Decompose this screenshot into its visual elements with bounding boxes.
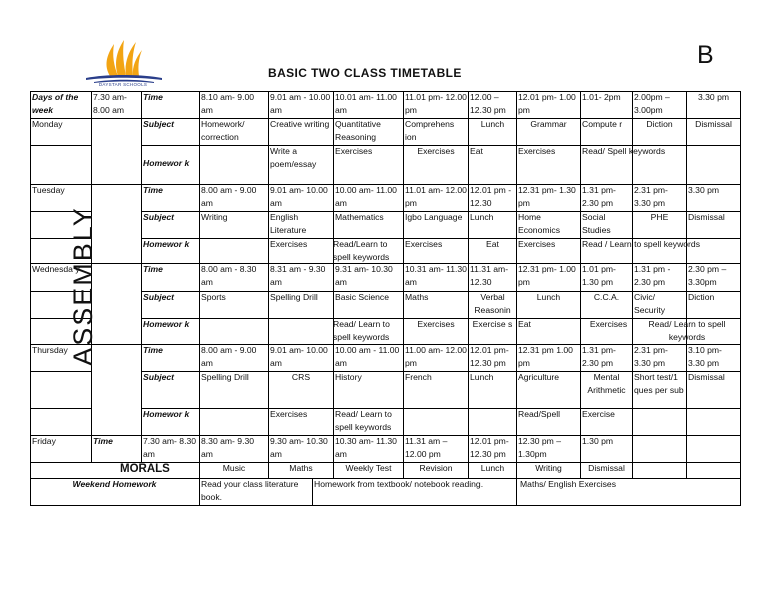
monday-subject-8: Dismissal <box>695 119 732 129</box>
friday-time-4: 12.01 pm- 12.30 pm <box>470 436 509 459</box>
monday-subject-1: Creative writing <box>270 119 330 129</box>
friday-subject-5: Writing <box>535 463 562 473</box>
tuesday-subject-label: Subject <box>143 212 175 222</box>
wednesday-time-3: 10.31 am- 11.30 am <box>405 264 467 287</box>
wednesday-time-4: 11.31 am-12.30 <box>470 264 509 287</box>
friday-subject-3: Revision <box>419 463 453 473</box>
thursday-subject-8: Dismissal <box>688 372 725 382</box>
header-slot-8: 3.30 pm <box>697 92 730 102</box>
friday-subject-6: Dismissal <box>588 463 625 473</box>
tuesday-time-4: 12.01 pm - 12.30 <box>470 185 512 208</box>
weekend-label: Weekend Homework <box>72 479 157 489</box>
wednesday-time-8: 2.30 pm – 3.30pm <box>688 264 727 287</box>
friday-subject-2: Weekly Test <box>345 463 392 473</box>
monday-subject-2: Quantitative Reasoning <box>335 119 381 142</box>
tuesday-hw-4: Eat <box>486 239 499 249</box>
tuesday-time-0: 8.00 am - 9.00 am <box>201 185 257 208</box>
tuesday-time-7: 2.31 pm- 3.30 pm <box>634 185 668 208</box>
first-period-time: 7.30 am- 8.00 am <box>93 92 127 115</box>
wednesday-subject-8: Diction <box>688 292 715 302</box>
monday-subject-4: Lunch <box>480 119 505 129</box>
tuesday-time-5: 12.31 pm- 1.30 pm <box>518 185 576 208</box>
day-wednesday: Wednesda y <box>32 264 80 274</box>
monday-subject-6: Compute r <box>582 119 623 129</box>
day-friday: Friday <box>32 436 56 446</box>
wednesday-time-1: 8.31 am - 9.30 am <box>270 264 326 287</box>
wednesday-hw-5: Eat <box>518 319 531 329</box>
monday-homework-label: Homewor k <box>143 158 190 168</box>
monday-subject-7: Diction <box>646 119 673 129</box>
tuesday-subject-7: PHE <box>650 212 669 222</box>
wednesday-subject-7: Civic/ Security <box>634 292 666 315</box>
header-slot-4: 12.00 – 12.30 pm <box>470 92 506 115</box>
thursday-subject-label: Subject <box>143 372 175 382</box>
wednesday-hw-6: Exercises <box>589 319 628 329</box>
thursday-subject-0: Spelling Drill <box>201 372 249 382</box>
monday-subject-3: Comprehens ion <box>405 119 455 142</box>
morals-label: MORALS <box>120 463 170 475</box>
wednesday-homework-label: Homewor k <box>143 319 190 329</box>
wednesday-time-label: Time <box>143 264 163 274</box>
monday-hw-4: Eat <box>470 146 483 156</box>
wednesday-subject-3: Maths <box>405 292 429 302</box>
header-slot-3: 11.01 pm- 12.00 pm <box>405 92 467 115</box>
thursday-time-0: 8.00 am - 9.00 am <box>201 345 257 368</box>
tuesday-subject-0: Writing <box>201 212 228 222</box>
friday-time-label: Time <box>93 436 113 446</box>
tuesday-hw-1: Exercises <box>270 239 308 249</box>
monday-hw-6: Read/ Spell keywords <box>582 146 666 156</box>
tuesday-hw-5: Exercises <box>518 239 556 249</box>
day-thursday: Thursday <box>32 345 68 355</box>
tuesday-homework-label: Homewor k <box>143 239 190 249</box>
thursday-time-label: Time <box>143 345 163 355</box>
corner-letter: B <box>697 41 714 69</box>
thursday-subject-1: CRS <box>291 372 311 382</box>
thursday-time-1: 9.01 am- 10.00 am <box>270 345 328 368</box>
tuesday-time-3: 11.01 am- 12.00 pm <box>405 185 467 208</box>
friday-subject-0: Music <box>222 463 246 473</box>
tuesday-time-2: 10.00 am- 11.00 am <box>335 185 397 208</box>
tuesday-time-label: Time <box>143 185 163 195</box>
tuesday-subject-8: Dismissal <box>688 212 725 222</box>
wednesday-hw-4: Exercise s <box>472 319 513 329</box>
monday-subject-0: Homework/ correction <box>201 119 245 142</box>
time-label: Time <box>143 92 163 102</box>
wednesday-subject-0: Sports <box>201 292 226 302</box>
friday-time-2: 10.30 am- 11.30 am <box>335 436 397 459</box>
thursday-subject-7: Short test/1 ques per sub <box>634 372 684 395</box>
tuesday-subject-5: Home Economics <box>518 212 561 235</box>
tuesday-hw-3: Exercises <box>405 239 443 249</box>
thursday-time-6: 1.31 pm- 2.30 pm <box>582 345 616 368</box>
days-of-week-label: Days of the week <box>32 92 79 115</box>
assembly-label: ASSEMBLY <box>68 206 98 366</box>
thursday-time-8: 3.10 pm- 3.30 pm <box>688 345 722 368</box>
wednesday-subject-5: Lunch <box>536 292 561 302</box>
wednesday-hw-3: Exercises <box>417 319 455 329</box>
monday-hw-5: Exercises <box>518 146 556 156</box>
friday-time-3: 11.31 am – 12.00 pm <box>405 436 448 459</box>
thursday-time-4: 12.01 pm- 12.30 pm <box>470 345 509 368</box>
day-tuesday: Tuesday <box>32 185 65 195</box>
header-slot-7: 2.00pm – 3.00pm <box>634 92 670 115</box>
wednesday-subject-6: C.C.A. <box>593 292 620 302</box>
thursday-hw-2: Read/ Learn to spell keywords <box>335 409 392 432</box>
tuesday-hw-2: Read/Learn to spell keywords <box>333 239 390 262</box>
friday-time-6: 1.30 pm <box>582 436 614 446</box>
thursday-time-7: 2.31 pm- 3.30 pm <box>634 345 668 368</box>
thursday-time-3: 11.00 am- 12.00 pm <box>405 345 467 368</box>
thursday-subject-6: Mental Arithmetic <box>587 372 626 395</box>
wednesday-time-0: 8.00 am - 8.30 am <box>201 264 257 287</box>
thursday-homework-label: Homewor k <box>143 409 190 419</box>
friday-first-time: 7.30 am- 8.30 am <box>143 436 197 459</box>
tuesday-subject-3: Igbo Language <box>405 212 463 222</box>
weekend-item-2: Maths/ English Exercises <box>520 479 616 489</box>
weekend-item-0: Read your class literature book. <box>201 479 299 502</box>
thursday-time-5: 12.31 pm 1.00 pm <box>518 345 573 368</box>
thursday-hw-6: Exercise <box>582 409 615 419</box>
wednesday-subject-label: Subject <box>143 292 175 302</box>
thursday-subject-2: History <box>335 372 362 382</box>
tuesday-subject-4: Lunch <box>470 212 494 222</box>
day-monday: Monday <box>32 119 63 129</box>
monday-hw-1: Write a poem/essay <box>270 146 317 169</box>
wednesday-time-7: 1.31 pm - 2.30 pm <box>634 264 671 287</box>
thursday-subject-4: Lunch <box>470 372 494 382</box>
header-slot-1: 9.01 am - 10.00 am <box>270 92 331 115</box>
wednesday-time-5: 12.31 pm- 1.00 pm <box>518 264 576 287</box>
school-name: DAYSTAR SCHOOLS <box>98 82 148 87</box>
tuesday-hw-6: Read / Learn to spell keywords <box>582 239 700 249</box>
tuesday-subject-2: Mathematics <box>335 212 384 222</box>
thursday-hw-5: Read/Spell <box>518 409 561 419</box>
wednesday-subject-1: Spelling Drill <box>270 292 318 302</box>
weekend-item-1: Homework from textbook/ notebook reading. <box>314 479 484 489</box>
friday-subject-4: Lunch <box>480 463 505 473</box>
thursday-subject-5: Agriculture <box>518 372 560 382</box>
monday-hw-2: Exercises <box>335 146 373 156</box>
thursday-hw-1: Exercises <box>270 409 308 419</box>
wednesday-time-2: 9.31 am- 10.30 am <box>335 264 393 287</box>
page-title: BASIC TWO CLASS TIMETABLE <box>268 66 462 80</box>
tuesday-subject-1: English Literature <box>270 212 307 235</box>
monday-subject-label: Subject <box>143 119 175 129</box>
thursday-subject-3: French <box>405 372 432 382</box>
monday-hw-3: Exercises <box>417 146 455 156</box>
wednesday-hw-2: Read/ Learn to spell keywords <box>333 319 390 342</box>
tuesday-time-8: 3.30 pm <box>688 185 720 195</box>
header-slot-2: 10.01 am- 11.00 am <box>335 92 397 115</box>
wednesday-time-6: 1.01 pm- 1.30 pm <box>582 264 616 287</box>
friday-subject-1: Maths <box>289 463 313 473</box>
tuesday-time-6: 1.31 pm- 2.30 pm <box>582 185 616 208</box>
friday-time-5: 12.30 pm – 1.30pm <box>518 436 561 459</box>
friday-time-1: 9.30 am- 10.30 am <box>270 436 328 459</box>
wednesday-subject-2: Basic Science <box>335 292 389 302</box>
tuesday-subject-6: Social Studies <box>582 212 611 235</box>
monday-subject-5: Grammar <box>530 119 567 129</box>
friday-time-0: 8.30 am- 9.30 am <box>201 436 255 459</box>
tuesday-time-1: 9.01 am- 10.00 am <box>270 185 328 208</box>
header-slot-5: 12.01 pm- 1.00 pm <box>518 92 576 115</box>
header-slot-6: 1.01- 2pm <box>582 92 621 102</box>
thursday-time-2: 10.00 am - 11.00 am <box>335 345 400 368</box>
wednesday-hw-7: Read/ Learn to spell keywords <box>648 319 726 342</box>
header-slot-0: 8.10 am- 9.00 am <box>201 92 255 115</box>
wednesday-subject-4: Verbal Reasonin <box>474 292 511 315</box>
